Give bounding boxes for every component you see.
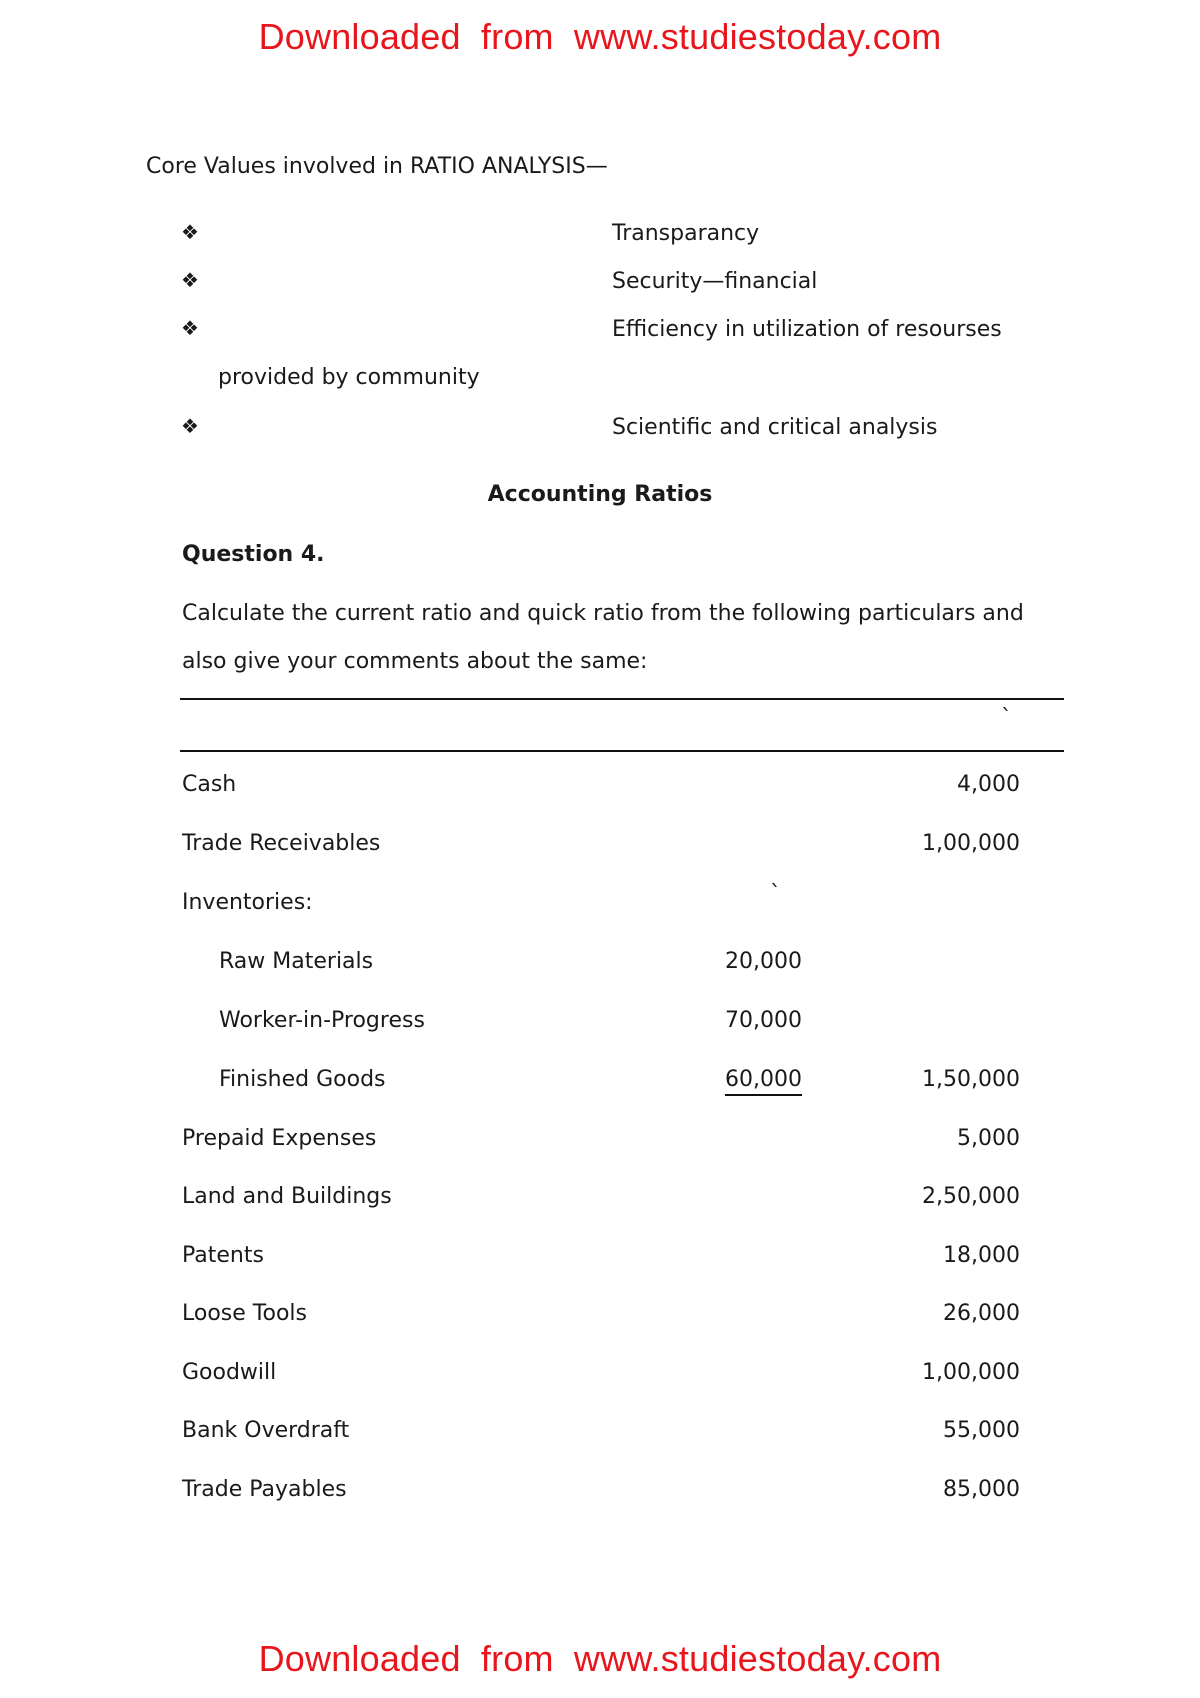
table-row-label: Inventories: — [182, 890, 313, 915]
table-row-amount: 18,000 — [943, 1243, 1020, 1268]
table-row-label: Trade Payables — [182, 1477, 347, 1502]
table-row-amount: 1,00,000 — [922, 1360, 1020, 1385]
underlined-value: 60,000 — [725, 1067, 802, 1096]
core-value-item: Scientific and critical analysis — [612, 415, 938, 440]
table-row-amount: 1,00,000 — [922, 831, 1020, 856]
table-row-amount: 5,000 — [957, 1126, 1020, 1151]
core-value-item: Efficiency in utilization of resourses — [612, 317, 1002, 342]
currency-symbol-header: ` — [1001, 706, 1012, 731]
bullet-diamond-icon: ❖ — [181, 414, 199, 438]
table-row-label: Bank Overdraft — [182, 1418, 350, 1443]
table-row-label: Trade Receivables — [182, 831, 381, 856]
download-banner-bottom[interactable]: Downloaded from www.studiestoday.com — [258, 1638, 942, 1679]
core-value-item: Transparancy — [612, 221, 760, 246]
table-subrow-label: Worker-in-Progress — [219, 1008, 425, 1033]
table-row-amount: 1,50,000 — [922, 1067, 1020, 1092]
table-row-label: Patents — [182, 1243, 264, 1268]
question-text-line2: also give your comments about the same: — [182, 649, 648, 674]
question-text-line1: Calculate the current ratio and quick ratio from the following particulars and — [182, 601, 1024, 626]
table-subrow-label: Finished Goods — [219, 1067, 386, 1092]
table-row-amount: 26,000 — [943, 1301, 1020, 1326]
core-value-item: Security—financial — [612, 269, 818, 294]
table-row-amount: 85,000 — [943, 1477, 1020, 1502]
table-row-label: Loose Tools — [182, 1301, 307, 1326]
download-banner-top[interactable]: Downloaded from www.studiestoday.com — [258, 16, 942, 57]
table-row-amount: 55,000 — [943, 1418, 1020, 1443]
table-row-amount: 2,50,000 — [922, 1184, 1020, 1209]
table-row-amount: 4,000 — [957, 772, 1020, 797]
bullet-diamond-icon: ❖ — [181, 220, 199, 244]
question-label: Question 4. — [182, 542, 325, 567]
core-values-heading: Core Values involved in RATIO ANALYSIS— — [146, 154, 608, 179]
section-title: Accounting Ratios — [487, 482, 713, 507]
table-subrow-label: Raw Materials — [219, 949, 374, 974]
table-subrow-amount: 70,000 — [725, 1008, 802, 1033]
table-header-rule — [180, 750, 1064, 752]
table-row-label: Cash — [182, 772, 237, 797]
table-row-label: Goodwill — [182, 1360, 277, 1385]
table-row-label: Land and Buildings — [182, 1184, 392, 1209]
core-value-continuation: provided by community — [218, 365, 480, 390]
table-subrow-amount-underlined — [720, 1067, 802, 1092]
bullet-diamond-icon: ❖ — [181, 316, 199, 340]
table-top-rule — [180, 698, 1064, 700]
table-row-label: Prepaid Expenses — [182, 1126, 377, 1151]
currency-symbol-mid: ` — [770, 882, 781, 907]
bullet-diamond-icon: ❖ — [181, 268, 199, 292]
table-subrow-amount: 20,000 — [725, 949, 802, 974]
